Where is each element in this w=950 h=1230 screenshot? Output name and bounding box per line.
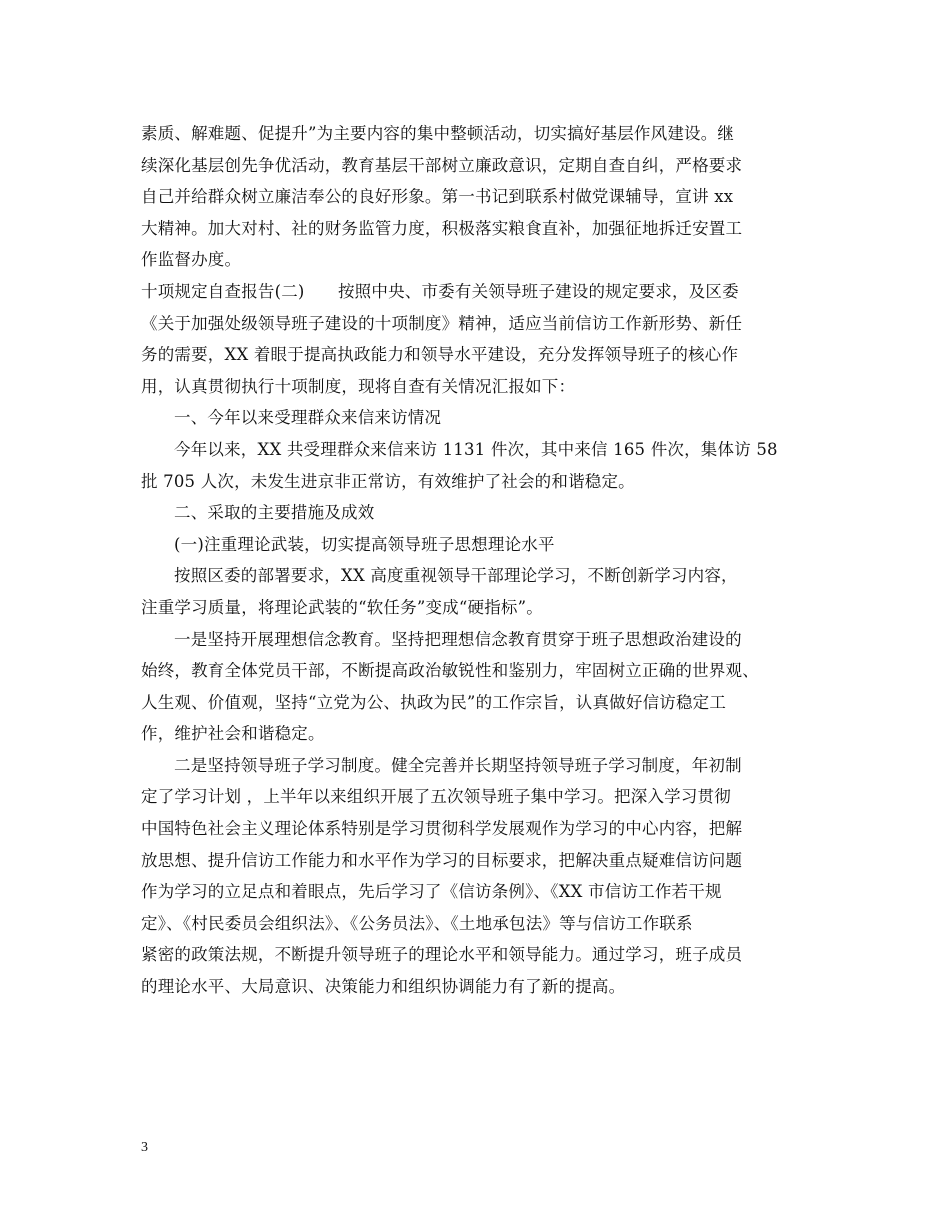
text-line: 续深化基层创先争优活动，教育基层干部树立廉政意识，定期自查自纠，严格要求 [141, 155, 743, 175]
text-line: 批 705 人次，未发生进京非正常访，有效维护了社会的和谐稳定。 [141, 471, 635, 491]
text-line: (一)注重理论武装，切实提高领导班子思想理论水平 [174, 534, 555, 554]
text-line: 作，维护社会和谐稳定。 [141, 724, 325, 744]
text-line: 务的需要，XX 着眼于提高执政能力和领导水平建设，充分发挥领导班子的核心作 [141, 345, 739, 365]
text-line: 用，认真贯彻执行十项制度，现将自查有关情况汇报如下： [141, 376, 576, 396]
text-line: 自己并给群众树立廉洁奉公的良好形象。第一书记到联系村做党课辅导，宣讲 xx [141, 187, 734, 207]
text-line: 定》、《村民委员会组织法》、《公务员法》、《土地承包法》等与信访工作联系 [141, 913, 693, 933]
text-line: 按照区委的部署要求，XX 高度重视领导干部理论学习，不断创新学习内容， [174, 566, 738, 586]
text-line: 一是坚持开展理想信念教育。坚持把理想信念教育贯穿于班子思想政治建设的 [174, 629, 742, 649]
text-line: 作监督办度。 [141, 250, 242, 270]
text-line: 《关于加强处级领导班子建设的十项制度》精神，适应当前信访工作新形势、新任 [141, 313, 743, 333]
text-line: 中国特色社会主义理论体系特别是学习贯彻科学发展观作为学习的中心内容，把解 [141, 819, 743, 839]
text-line: 今年以来，XX 共受理群众来信来访 1131 件次，其中来信 165 件次，集体访 58 [174, 439, 778, 459]
text-line: 素质、解难题、促提升”为主要内容的集中整顿活动，切实搞好基层作风建设。继 [141, 124, 735, 143]
text-line: 一、今年以来受理群众来信来访情况 [174, 408, 442, 428]
text-line: 紧密的政策法规，不断提升领导班子的理论水平和领导能力。通过学习，班子成员 [141, 945, 743, 965]
document-body [141, 118, 821, 1003]
text-line: 始终，教育全体党员干部，不断提高政治敏锐性和鉴别力，牢固树立正确的世界观、 [141, 661, 759, 681]
text-line: 注重学习质量，将理论武装的“软任务”变成“硬指标”。 [141, 597, 543, 617]
text-line: 十项规定自查报告(二) 按照中央、市委有关领导班子建设的规定要求，及区委 [141, 281, 739, 301]
text-line: 的理论水平、大局意识、决策能力和组织协调能力有了新的提高。 [141, 977, 626, 997]
text-line: 大精神。加大对村、社的财务监管力度，积极落实粮食直补，加强征地拆迁安置工 [141, 218, 743, 238]
text-line: 放思想、提升信访工作能力和水平作为学习的目标要求，把解决重点疑难信访问题 [141, 850, 743, 870]
page-number: 3 [141, 1140, 148, 1155]
text-line: 二、采取的主要措施及成效 [174, 503, 375, 523]
text-line: 作为学习的立足点和着眼点，先后学习了《信访条例》、《XX 市信访工作若干规 [141, 882, 722, 902]
text-line: 定了学习计划 ，上半年以来组织开展了五次领导班子集中学习。把深入学习贯彻 [141, 787, 731, 807]
text-line: 人生观、价值观，坚持“立党为公、执政为民”的工作宗旨，认真做好信访稳定工 [141, 692, 727, 712]
text-line: 二是坚持领导班子学习制度。健全完善并长期坚持领导班子学习制度，年初制 [174, 755, 742, 775]
